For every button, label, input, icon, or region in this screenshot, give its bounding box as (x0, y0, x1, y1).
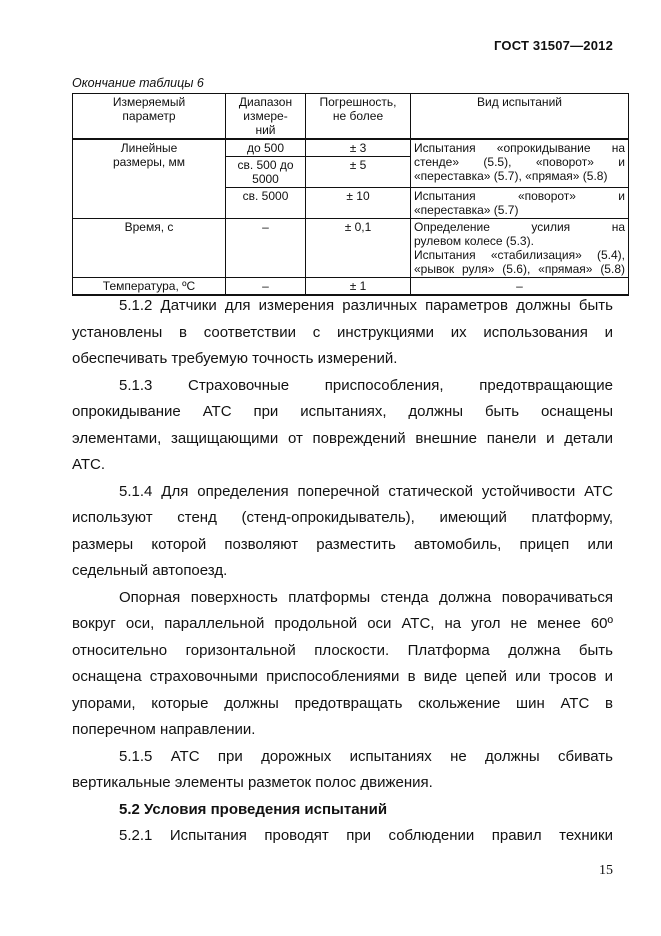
table-row (73, 139, 629, 157)
table-row (73, 219, 629, 278)
cell-tests: – (411, 278, 629, 296)
table-header-row (73, 94, 629, 140)
body-text (72, 293, 613, 850)
cell-error: ± 0,1 (306, 219, 411, 278)
cell-error: ± 3 (306, 139, 411, 157)
page-number: 15 (599, 863, 613, 878)
paragraph-5-1-4: 5.1.4 Для определения поперечной статической устойчивости АТС используют стенд (стенд-опрокидыватель), имеющий платформу, размеры которой позволяют разместить автомобиль, прицеп или седельный автопоезд. (72, 482, 613, 579)
cell-range: до 500 (226, 139, 306, 157)
section-heading-5-2: 5.2 Условия проведения испытаний (119, 800, 388, 818)
paragraph-5-1-3: 5.1.3 Страховочные приспособления, предотвращающие опрокидывание АТС при испытаниях, должны быть оснащены элементами, защищающими от повреждений внешние панели и детали АТС. (72, 376, 613, 473)
document-header: ГОСТ 31507—2012 (494, 38, 613, 53)
header-param: Измеряемый параметр (73, 94, 226, 140)
paragraph-5-1-2: 5.1.2 Датчики для измерения различных параметров должны быть установлены в соответствии с инструкциями их использования и обеспечивать требуемую точность измерений. (72, 297, 613, 367)
cell-error: ± 1 (306, 278, 411, 296)
cell-range: – (226, 219, 306, 278)
cell-param-temp: Температура, ºС (73, 278, 226, 296)
cell-param-linear: Линейные размеры, мм (73, 139, 226, 219)
paragraph-5-1-5: 5.1.5 АТС при дорожных испытаниях не должны сбивать вертикальные элементы разметок полос движения. (72, 747, 613, 791)
header-error: Погрешность, не более (306, 94, 411, 140)
cell-error: ± 5 (306, 157, 411, 188)
cell-param-time: Время, с (73, 219, 226, 278)
cell-tests: Испытания «опрокидывание на стенде» (5.5), «поворот» и «переставка» (5.7), «прямая» (5.8) (411, 139, 629, 188)
cell-tests: Испытания «поворот» и «переставка» (5.7) (411, 188, 629, 219)
header-tests: Вид испытаний (411, 94, 629, 140)
cell-tests: Определение усилия на рулевом колесе (5.3). Испытания «стабилизация» (5.4), «рывок руля» (5.6), «прямая» (5.8) (411, 219, 629, 278)
paragraph-5-2-1: 5.2.1 Испытания проводят при соблюдении правил техники (119, 827, 613, 844)
table-caption: Окончание таблицы 6 (72, 76, 204, 90)
header-range: Диапазон измере- ний (226, 94, 306, 140)
cell-error: ± 10 (306, 188, 411, 219)
paragraph-5-1-4-platform: Опорная поверхность платформы стенда должна поворачиваться вокруг оси, параллельной продольной оси АТС, на угол не менее 60º относительно горизонтальной плоскости. Платформа должна быть оснащена страховочными приспособлениями в виде цепей или тросов и упорами, которые должны предотвращать скольжение шин АТС в поперечном направлении. (72, 588, 613, 738)
measurement-table (72, 93, 629, 296)
cell-range: св. 500 до 5000 (226, 157, 306, 188)
cell-range: св. 5000 (226, 188, 306, 219)
cell-range: – (226, 278, 306, 296)
